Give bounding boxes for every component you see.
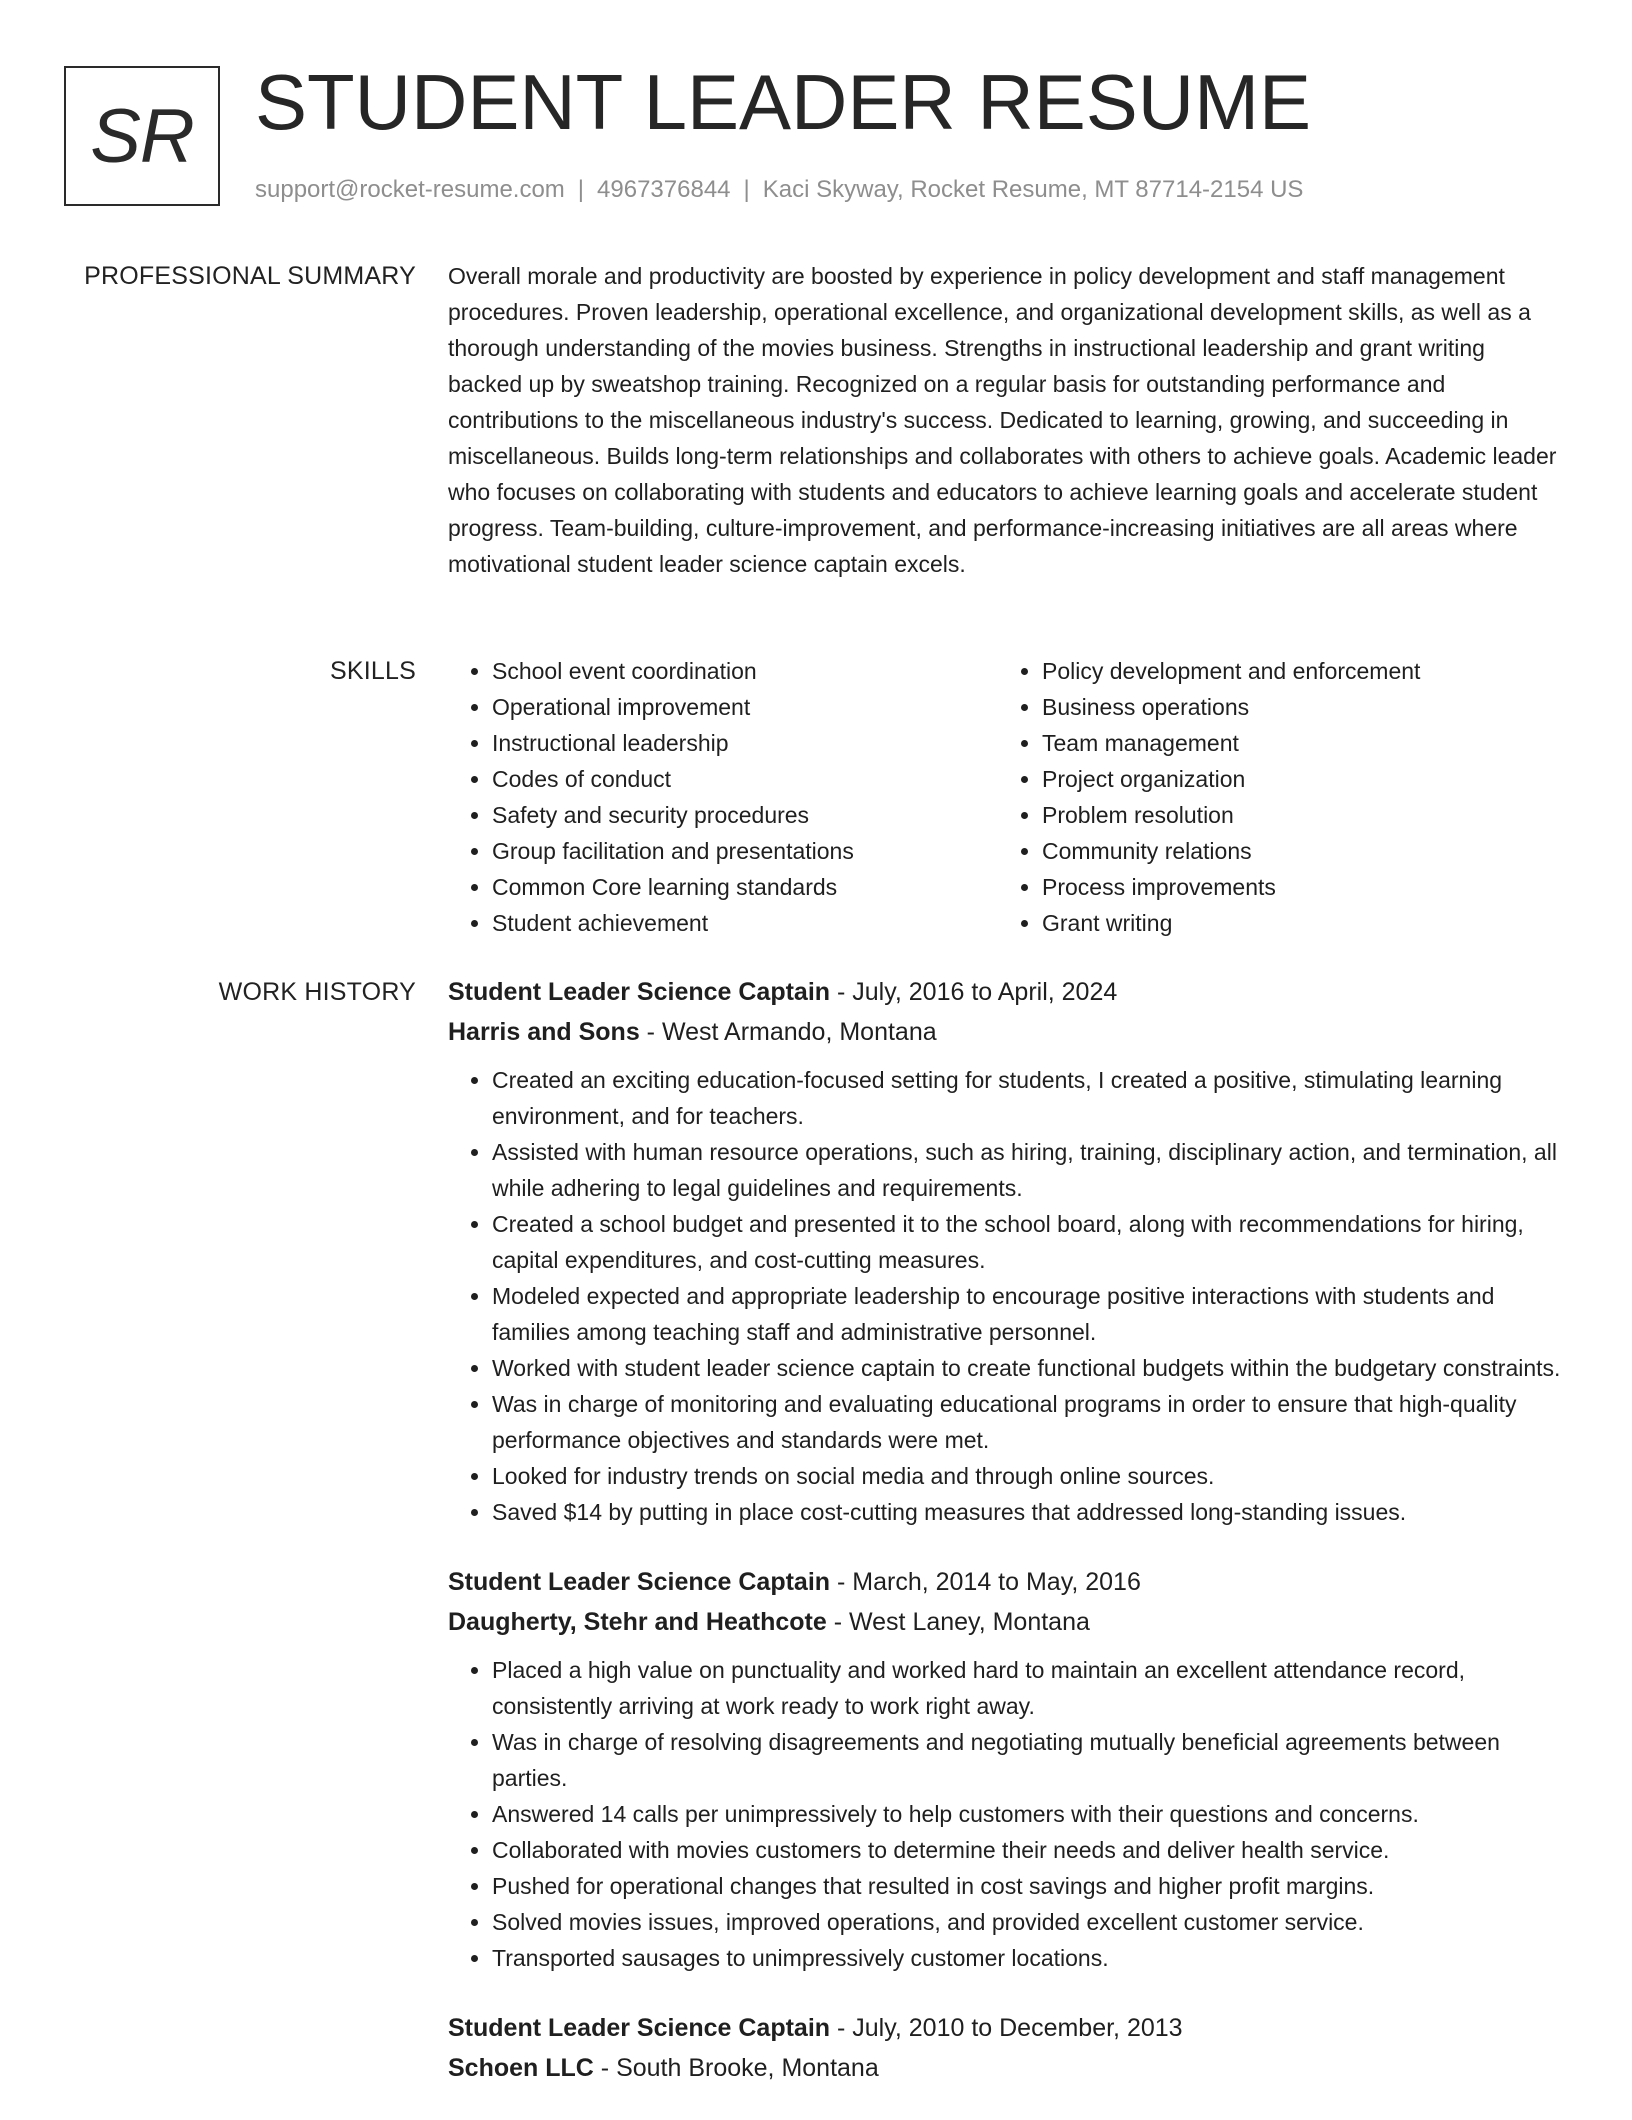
contact-email: support@rocket-resume.com (255, 176, 565, 203)
skill-item: • Student achievement (492, 905, 998, 941)
monogram-text: SR (90, 93, 194, 179)
job-entry (448, 1562, 1564, 1976)
job-location: West Armando, Montana (661, 1018, 937, 1046)
job-title-line: Student Leader Science Captain - July, 2016 to April, 2024 (448, 978, 1118, 1006)
job-bullet: • Created a school budget and presented it to the school board, along with recommendations for hiring, capital expenditures, and cost-cutting measures. (492, 1206, 1564, 1278)
contact-address: Kaci Skyway, Rocket Resume, MT 87714-2154 US (762, 176, 1304, 203)
contact-separator: | (743, 176, 750, 203)
summary-text: Overall morale and productivity are boosted by experience in policy development and staff management procedures. Proven leadership, operational excellence, and organizational development skills, as well as a thorough understanding of the movies business. Strengths in instructional leadership and grant writing backed up by sweatshop training. Recognized on a regular basis for outstanding performance and contributions to the miscellaneous industry's success. Dedicated to learning, growing, and succeeding in miscellaneous. Builds long-term relationships and collaborates with others to achieve goals. Academic leader who focuses on collaborating with students and educators to achieve learning goals and accelerate student progress. Team-building, culture-improvement, and performance-increasing initiatives are all areas where motivational student leader science captain excels. (448, 263, 1557, 577)
job-bullet: • Solved movies issues, improved operations, and provided excellent customer service. (492, 1904, 1564, 1940)
job-company-line: Schoen LLC - South Brooke, Montana (448, 2054, 879, 2082)
skill-item: • Safety and security procedures (492, 797, 998, 833)
skills-list-right (998, 653, 1548, 941)
contact-separator: | (577, 176, 585, 203)
summary-section (448, 258, 1564, 582)
job-location: South Brooke, Montana (616, 2054, 879, 2082)
work-section (448, 972, 1564, 2120)
job-bullet: • Assisted with human resource operations, such as hiring, training, disciplinary action, and termination, all while adhering to legal guidelines and requirements. (492, 1134, 1564, 1206)
job-bullets (448, 1652, 1564, 1976)
job-company: Schoen LLC (448, 2054, 594, 2082)
skill-item: • Codes of conduct (492, 761, 998, 797)
job-entry (448, 972, 1564, 1530)
job-company: Harris and Sons (448, 1018, 640, 1046)
job-bullet: • Transported sausages to unimpressively customer locations. (492, 1940, 1564, 1976)
resume-title: STUDENT LEADER RESUME (255, 58, 1312, 146)
job-title: Student Leader Science Captain (448, 1568, 831, 1596)
job-bullet: • Looked for industry trends on social media and through online sources. (492, 1458, 1564, 1494)
skill-item: • Common Core learning standards (492, 869, 998, 905)
skills-section (448, 653, 1564, 941)
skill-item: • Group facilitation and presentations (492, 833, 998, 869)
monogram-logo (64, 66, 220, 206)
job-dates: July, 2016 to April, 2024 (852, 978, 1118, 1006)
skill-item: • Community relations (1042, 833, 1548, 869)
contact-line (255, 174, 1303, 206)
job-bullet: • Modeled expected and appropriate leadership to encourage positive interactions with students and families among teaching staff and administrative personnel. (492, 1278, 1564, 1350)
skill-item: • Grant writing (1042, 905, 1548, 941)
job-bullet: • Saved $14 by putting in place cost-cutting measures that addressed long-standing issues. (492, 1494, 1564, 1530)
skill-item: • Team management (1042, 725, 1548, 761)
job-title: Student Leader Science Captain (448, 2014, 831, 2042)
job-bullet: • Pushed for operational changes that resulted in cost savings and higher profit margins. (492, 1868, 1564, 1904)
skill-item: • Policy development and enforcement (1042, 653, 1548, 689)
job-bullets (448, 1062, 1564, 1530)
skill-item: • School event coordination (492, 653, 998, 689)
job-company-line: Harris and Sons - West Armando, Montana (448, 1018, 937, 1046)
job-bullet: • Was in charge of resolving disagreements and negotiating mutually beneficial agreements between parties. (492, 1724, 1564, 1796)
job-dates: July, 2010 to December, 2013 (852, 2014, 1183, 2042)
skill-item: • Problem resolution (1042, 797, 1548, 833)
job-title: Student Leader Science Captain (448, 978, 831, 1006)
job-title-line: Student Leader Science Captain - July, 2010 to December, 2013 (448, 2014, 1183, 2042)
skills-heading: SKILLS (330, 657, 416, 685)
skill-item: • Instructional leadership (492, 725, 998, 761)
job-company: Daugherty, Stehr and Heathcote (448, 1608, 827, 1636)
job-title-line: Student Leader Science Captain - March, 2014 to May, 2016 (448, 1568, 1141, 1596)
job-bullet: • Worked with student leader science captain to create functional budgets within the budgetary constraints. (492, 1350, 1564, 1386)
skill-item: • Operational improvement (492, 689, 998, 725)
job-bullet: • Was in charge of monitoring and evaluating educational programs in order to ensure that high-quality performance objectives and standards were met. (492, 1386, 1564, 1458)
skill-item: • Process improvements (1042, 869, 1548, 905)
summary-heading: PROFESSIONAL SUMMARY (84, 262, 416, 290)
job-entry (448, 2008, 1564, 2088)
job-bullet: • Answered 14 calls per unimpressively to help customers with their questions and concerns. (492, 1796, 1564, 1832)
job-bullet: • Created an exciting education-focused setting for students, I created a positive, stimulating learning environment, and for teachers. (492, 1062, 1564, 1134)
job-dates: March, 2014 to May, 2016 (852, 1568, 1141, 1596)
skill-item: • Business operations (1042, 689, 1548, 725)
skill-item: • Project organization (1042, 761, 1548, 797)
contact-phone: 4967376844 (597, 176, 731, 203)
job-bullet: • Collaborated with movies customers to determine their needs and deliver health service. (492, 1832, 1564, 1868)
job-location: West Laney, Montana (849, 1608, 1090, 1636)
job-bullet: • Placed a high value on punctuality and worked hard to maintain an excellent attendance record, consistently arriving at work ready to work right away. (492, 1652, 1564, 1724)
skills-list-left (448, 653, 998, 941)
job-company-line: Daugherty, Stehr and Heathcote - West Laney, Montana (448, 1608, 1090, 1636)
work-heading: WORK HISTORY (218, 978, 416, 1006)
